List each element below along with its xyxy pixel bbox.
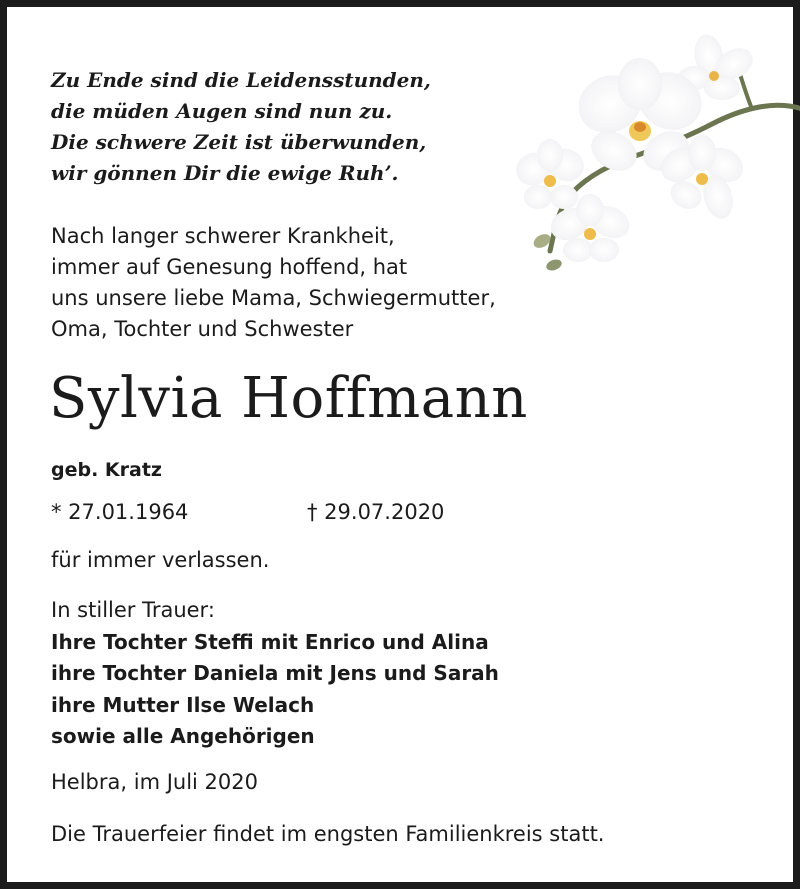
intro-line: Nach langer schwerer Krankheit, xyxy=(51,224,395,248)
death-date: † 29.07.2020 xyxy=(307,500,445,524)
place-date: Helbra, im Juli 2020 xyxy=(51,770,258,794)
mourner-line: ihre Mutter Ilse Welach xyxy=(51,692,315,717)
verse-line: Die schwere Zeit ist überwunden, xyxy=(51,130,427,154)
mourner-line: Ihre Tochter Steffi mit Enrico und Alina xyxy=(51,629,489,654)
mourning-label: In stiller Trauer: xyxy=(51,598,215,622)
intro-line: immer auf Genesung hoffend, hat xyxy=(51,255,408,279)
orchid-flower-icon xyxy=(512,29,800,279)
verse-line: Zu Ende sind die Leidensstunden, xyxy=(51,68,431,92)
mourner-line: ihre Tochter Daniela mit Jens und Sarah xyxy=(51,661,499,685)
intro-text xyxy=(51,221,496,345)
deceased-name: Sylvia Hoffmann xyxy=(49,366,528,431)
intro-line: uns unsere liebe Mama, Schwiegermutter, xyxy=(51,286,496,310)
verse-line: wir gönnen Dir die ewige Ruh’. xyxy=(51,161,399,185)
mourner-line: sowie alle Angehörigen xyxy=(51,724,315,748)
intro-line: Oma, Tochter und Schwester xyxy=(51,317,354,341)
verse-line: die müden Augen sind nun zu. xyxy=(51,99,393,123)
mourners-block xyxy=(51,595,499,753)
left-us-text: für immer verlassen. xyxy=(51,548,270,572)
birth-date: * 27.01.1964 xyxy=(51,500,189,524)
verse-poem xyxy=(51,65,431,189)
funeral-note: Die Trauerfeier findet im engsten Familienkreis statt. xyxy=(51,822,605,846)
maiden-name: geb. Kratz xyxy=(51,459,162,481)
